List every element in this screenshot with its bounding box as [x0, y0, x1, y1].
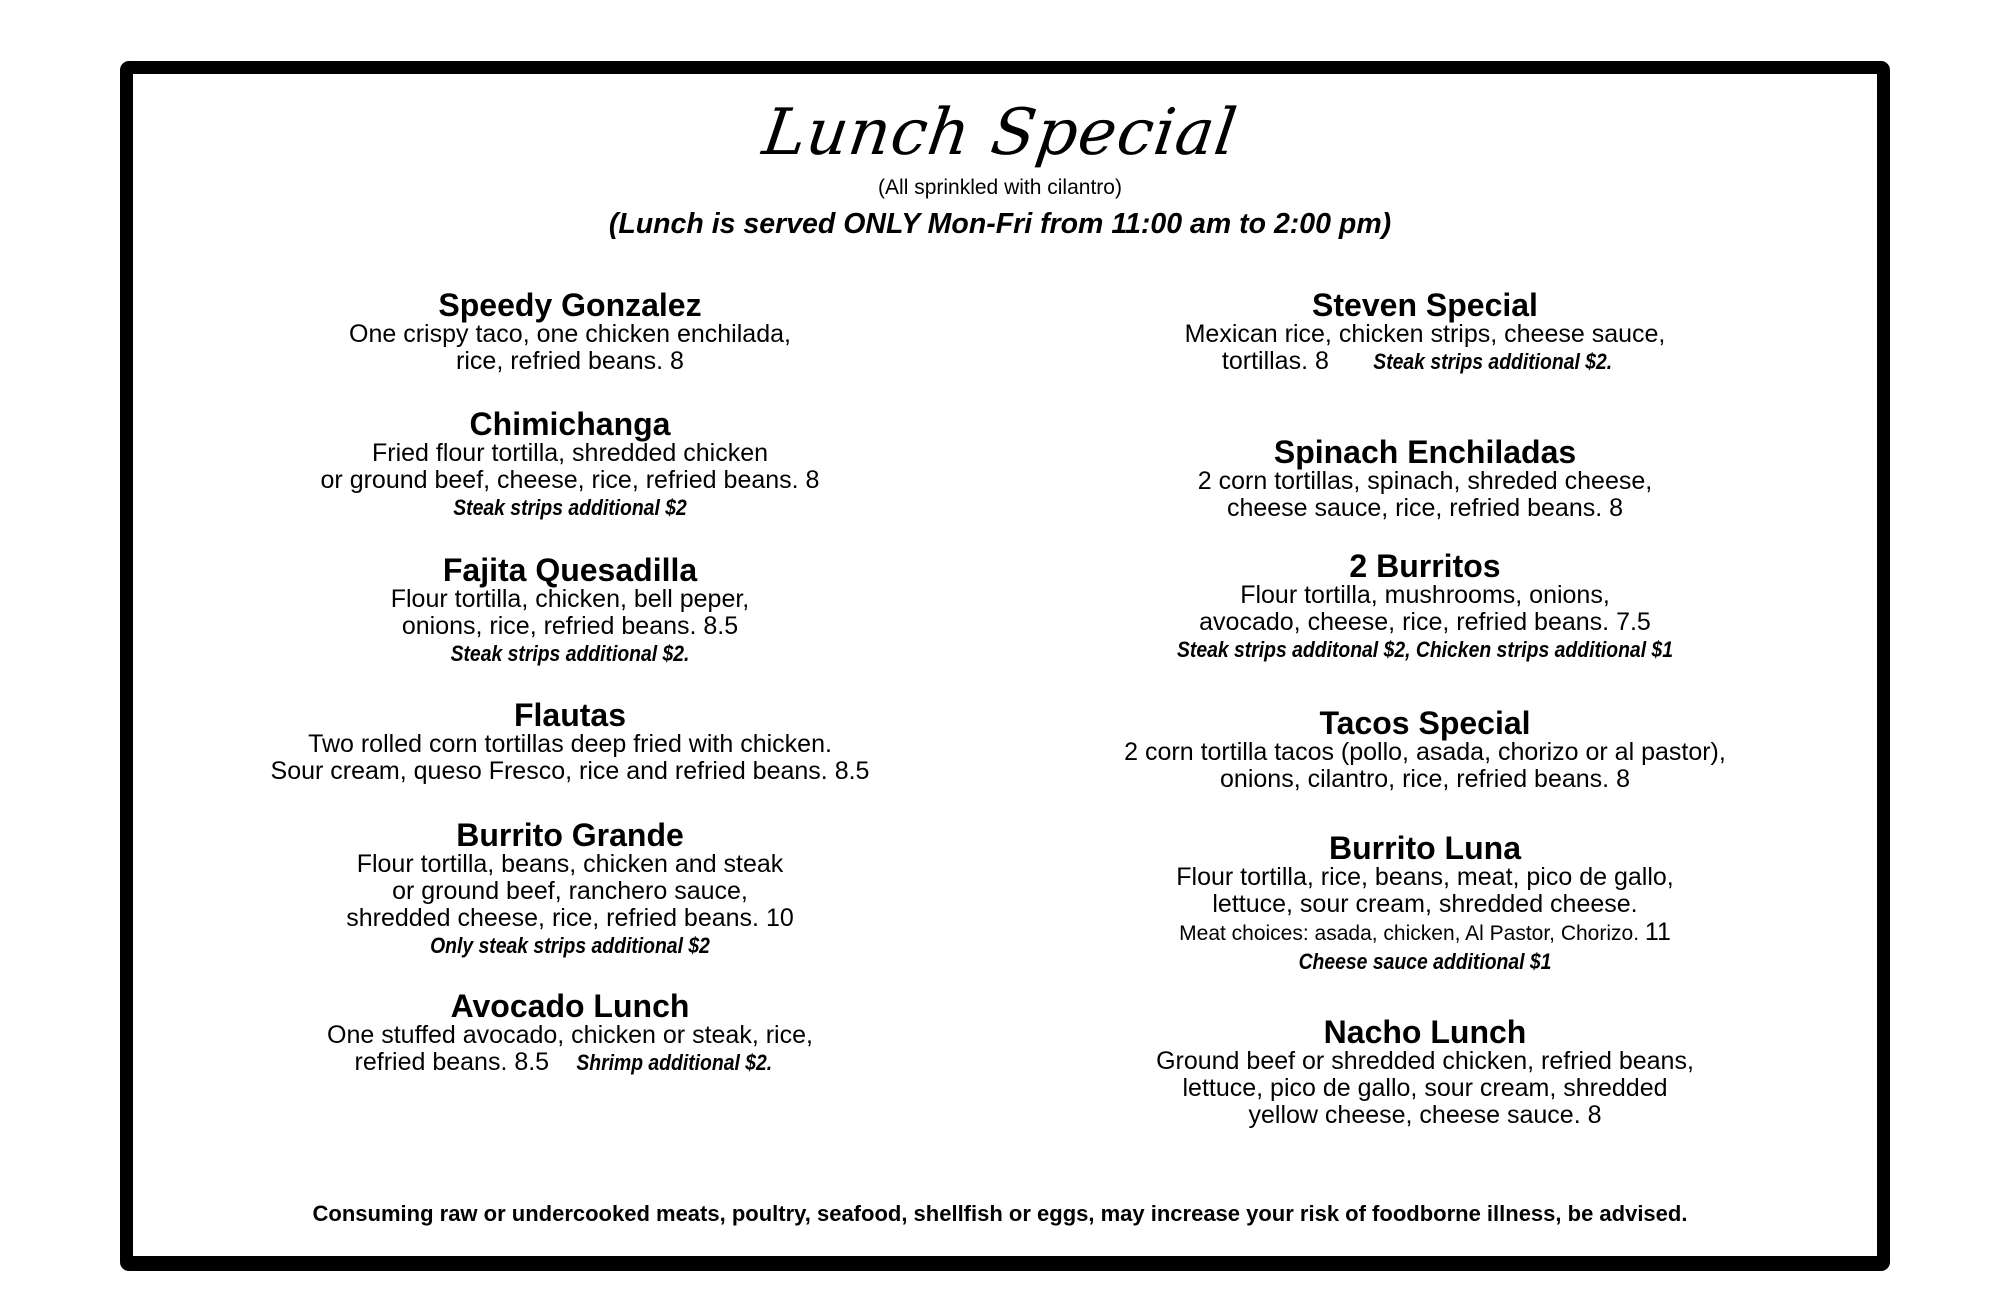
- menu-item-2-burritos: [1025, 550, 1825, 664]
- menu-item-fajita-quesadilla: [170, 554, 970, 668]
- item-addon-note: Only steak strips additional $2: [430, 933, 710, 958]
- item-description: Sour cream, queso Fresco, rice and refried beans. 8.5: [270, 757, 870, 785]
- item-name: Chimichanga: [469, 406, 671, 442]
- item-description: onions, cilantro, rice, refried beans. 8: [1220, 765, 1630, 793]
- item-addon-note: Steak strips additional $2.: [450, 641, 690, 666]
- item-description: onions, rice, refried beans. 8.5: [401, 612, 739, 640]
- meat-choices-row: [1025, 918, 1825, 948]
- item-name: Fajita Quesadilla: [442, 552, 698, 588]
- item-description: lettuce, pico de gallo, sour cream, shredded: [1182, 1074, 1668, 1102]
- item-description-row: [1025, 348, 1825, 375]
- item-description: One crispy taco, one chicken enchilada,: [349, 320, 791, 348]
- food-safety-advisory: Consuming raw or undercooked meats, poultry, seafood, shellfish or eggs, may increase your risk of foodborne illness, be advised.: [312, 1201, 1688, 1226]
- item-name: Burrito Luna: [1329, 830, 1521, 866]
- lunch-hours-notice: (Lunch is served ONLY Mon-Fri from 11:00 am to 2:00 pm): [608, 208, 1392, 240]
- item-description: shredded cheese, rice, refried beans. 10: [346, 904, 794, 932]
- item-description: lettuce, sour cream, shredded cheese.: [1212, 890, 1638, 918]
- menu-title: Lunch Special: [758, 96, 1242, 170]
- item-name: Steven Special: [1312, 287, 1538, 323]
- menu-item-flautas: [170, 699, 970, 785]
- item-description: refried beans. 8.5: [354, 1048, 550, 1076]
- item-name: Flautas: [513, 697, 627, 733]
- item-description: Mexican rice, chicken strips, cheese sauce,: [1184, 320, 1666, 348]
- item-description: Two rolled corn tortillas deep fried with chicken.: [308, 730, 832, 758]
- item-description: 2 corn tortilla tacos (pollo, asada, chorizo or al pastor),: [1124, 738, 1726, 766]
- item-description: Flour tortilla, mushrooms, onions,: [1240, 581, 1610, 609]
- item-description: Fried flour tortilla, shredded chicken: [371, 439, 769, 467]
- item-description: One stuffed avocado, chicken or steak, rice,: [327, 1021, 813, 1049]
- item-description: 2 corn tortillas, spinach, shreded cheese,: [1197, 467, 1653, 495]
- item-name: Nacho Lunch: [1323, 1014, 1527, 1050]
- item-description: cheese sauce, rice, refried beans. 8: [1226, 494, 1624, 522]
- item-description: Flour tortilla, rice, beans, meat, pico de gallo,: [1176, 863, 1674, 891]
- item-addon-note: Steak strips additional $2.: [1372, 349, 1612, 374]
- menu-item-avocado-lunch: [170, 990, 970, 1076]
- item-addon-note: Shrimp additional $2.: [576, 1050, 773, 1075]
- menu-item-chimichanga: [170, 408, 970, 522]
- item-name: Speedy Gonzalez: [438, 287, 702, 323]
- item-description: yellow cheese, cheese sauce. 8: [1248, 1101, 1602, 1129]
- item-name: Tacos Special: [1319, 705, 1531, 741]
- item-description: avocado, cheese, rice, refried beans. 7.5: [1199, 608, 1651, 636]
- item-description: Flour tortilla, beans, chicken and steak: [356, 850, 784, 878]
- item-addon-note: Steak strips additional $2: [453, 495, 687, 520]
- menu-item-tacos-special: [1025, 707, 1825, 793]
- menu-item-burrito-luna: [1025, 832, 1825, 976]
- item-price: 11: [1644, 918, 1671, 946]
- item-addon-note: Steak strips additonal $2, Chicken strips additional $1: [1177, 637, 1673, 662]
- item-description: or ground beef, ranchero sauce,: [392, 877, 748, 905]
- menu-item-steven-special: [1025, 289, 1825, 375]
- item-name: Spinach Enchiladas: [1273, 434, 1577, 470]
- meat-choices: Meat choices: asada, chicken, Al Pastor, Chorizo.: [1179, 922, 1640, 945]
- item-name: Avocado Lunch: [450, 988, 690, 1024]
- menu-subtitle: (All sprinkled with cilantro): [878, 176, 1122, 199]
- item-description-row: [170, 1049, 970, 1076]
- item-description: rice, refried beans. 8: [456, 347, 684, 375]
- item-addon-note: Cheese sauce additional $1: [1298, 949, 1552, 974]
- menu-item-speedy-gonzalez: [170, 289, 970, 375]
- item-name: 2 Burritos: [1349, 548, 1501, 584]
- menu-item-spinach-enchiladas: [1025, 436, 1825, 522]
- item-name: Burrito Grande: [456, 817, 684, 853]
- item-description: tortillas. 8: [1221, 347, 1329, 375]
- item-description: or ground beef, cheese, rice, refried beans. 8: [320, 466, 820, 494]
- menu-item-nacho-lunch: [1025, 1016, 1825, 1129]
- menu-item-burrito-grande: [170, 819, 970, 960]
- item-description: Flour tortilla, chicken, bell peper,: [390, 585, 750, 613]
- item-description: Ground beef or shredded chicken, refried beans,: [1156, 1047, 1694, 1075]
